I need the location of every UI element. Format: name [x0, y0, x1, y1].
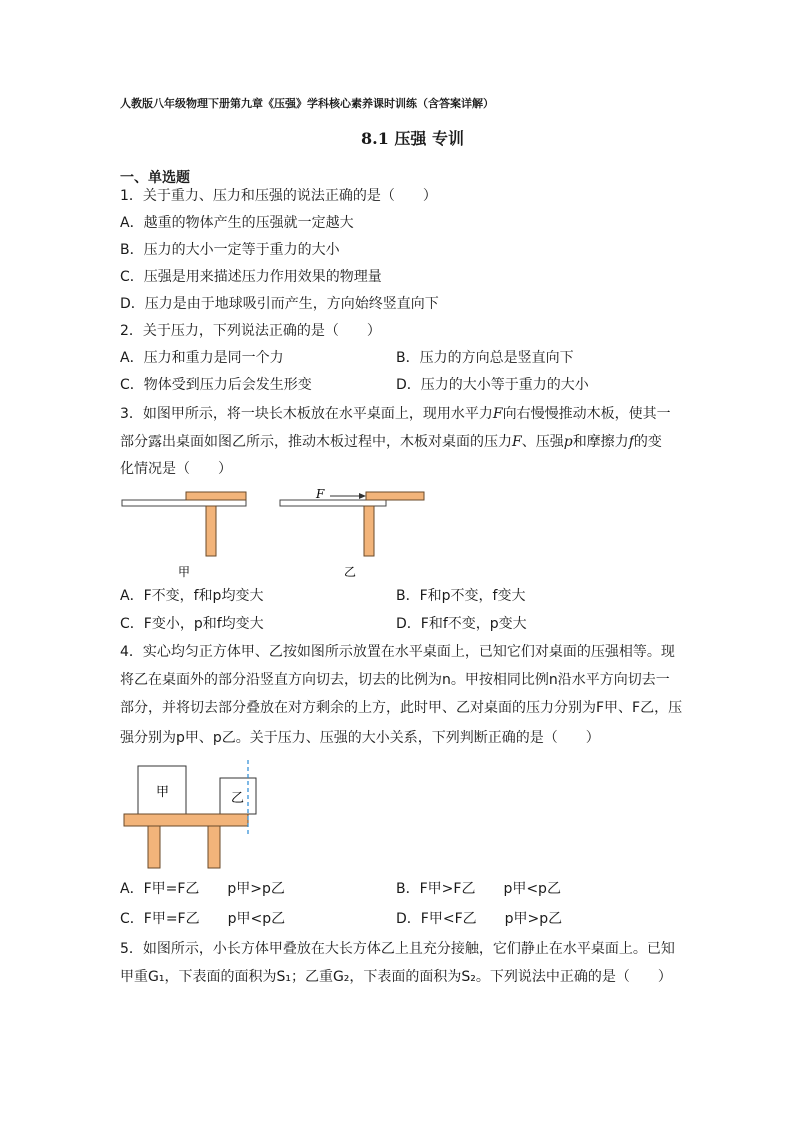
- q1-option-d: D．压力是由于地球吸引而产生，方向始终竖直向下: [120, 296, 439, 312]
- q3-table-leg-yi: [364, 506, 374, 556]
- q2-option-b: B．压力的方向总是竖直向下: [396, 350, 574, 366]
- q3-option-a: A．F不变，f和p均变大: [120, 588, 264, 604]
- q4-option-b: B．F甲>F乙 p甲<p乙: [396, 881, 561, 897]
- q1-option-a: A．越重的物体产生的压强就一定越大: [120, 215, 354, 231]
- q5-stem-line1: 5．如图所示，小长方体甲叠放在大长方体乙上且充分接触，它们静止在水平桌面上。已知: [120, 941, 675, 957]
- q3-option-d: D．F和f不变，p变大: [396, 616, 527, 632]
- q4-stem-line3: 部分，并将切去部分叠放在对方剩余的上方，此时甲、乙对桌面的压力分别为F甲、F乙，压: [120, 700, 683, 716]
- q3-stem-line1: 3．如图甲所示，将一块长木板放在水平桌面上，现用水平力F向右慢慢推动木板，使其一: [120, 406, 671, 422]
- q4-table-leg-left: [148, 826, 160, 868]
- q2-option-c: C．物体受到压力后会发生形变: [120, 377, 312, 393]
- q1-option-b: B．压力的大小一定等于重力的大小: [120, 242, 340, 258]
- q4-option-c: C．F甲=F乙 p甲<p乙: [120, 911, 286, 927]
- q5-stem-line2: 甲重G₁，下表面的面积为S₁；乙重G₂，下表面的面积为S₂。下列说法中正确的是（ ）: [120, 969, 672, 985]
- document-header: 人教版八年级物理下册第九章《压强》学科核心素养课时训练（含答案详解）: [120, 97, 494, 110]
- page-title: 8.1 压强 专训: [361, 129, 464, 148]
- q3-board-yi: [366, 492, 424, 500]
- q4-label-yi: 乙: [231, 791, 245, 806]
- q1-stem: 1．关于重力、压力和压强的说法正确的是（ ）: [120, 188, 437, 204]
- q4-option-d: D．F甲<F乙 p甲>p乙: [396, 911, 563, 927]
- q4-stem-line1: 4．实心均匀正方体甲、乙按如图所示放置在水平桌面上，已知它们对桌面的压强相等。现: [120, 644, 675, 660]
- q4-stem-line2: 将乙在桌面外的部分沿竖直方向切去，切去的比例为n。甲按相同比例n沿水平方向切去一: [120, 672, 670, 688]
- q1-option-c: C．压强是用来描述压力作用效果的物理量: [120, 269, 382, 285]
- q3-board-jia: [186, 492, 246, 500]
- q4-figure: [118, 760, 278, 870]
- q3-force-label: F: [316, 487, 325, 501]
- section-heading: 一、单选题: [120, 170, 190, 186]
- q3-table-top-jia: [122, 500, 246, 506]
- q3-option-b: B．F和p不变，f变大: [396, 588, 526, 604]
- q2-option-d: D．压力的大小等于重力的大小: [396, 377, 589, 393]
- q4-label-jia: 甲: [156, 785, 170, 800]
- q3-table-top-yi: [280, 500, 386, 506]
- q3-force-arrow-head: [359, 493, 366, 499]
- q2-stem: 2．关于压力，下列说法正确的是（ ）: [120, 323, 381, 339]
- q4-table-top: [124, 814, 248, 826]
- q3-stem-line3: 化情况是（ ）: [120, 461, 232, 477]
- q3-label-yi: 乙: [344, 565, 357, 579]
- q2-option-a: A．压力和重力是同一个力: [120, 350, 284, 366]
- q3-figure: [118, 485, 438, 580]
- q3-table-leg-jia: [206, 506, 216, 556]
- q4-table-leg-right: [208, 826, 220, 868]
- q4-stem-line4: 强分别为p甲、p乙。关于压力、压强的大小关系，下列判断正确的是（ ）: [120, 730, 600, 746]
- q4-option-a: A．F甲=F乙 p甲>p乙: [120, 881, 285, 897]
- q3-label-jia: 甲: [178, 565, 191, 579]
- q3-stem-line2: 部分露出桌面如图乙所示，推动木板过程中，木板对桌面的压力F、压强p和摩擦力f的变: [120, 434, 662, 450]
- q3-option-c: C．F变小，p和f均变大: [120, 616, 264, 632]
